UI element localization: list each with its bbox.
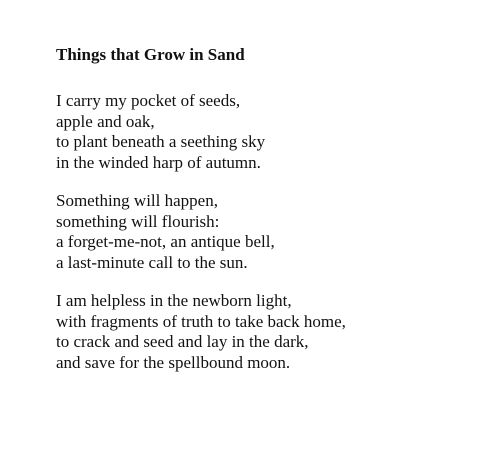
- stanza-1: [56, 91, 466, 173]
- poem-line: in the winded harp of autumn.: [56, 152, 261, 172]
- poem-line: a forget-me-not, an antique bell,: [56, 232, 275, 251]
- poem: [56, 45, 466, 391]
- poem-title: Things that Grow in Sand: [56, 45, 245, 64]
- poem-line: a last-minute call to the sun.: [56, 252, 248, 272]
- poem-line: to plant beneath a seething sky: [56, 132, 266, 151]
- stanza-2: [56, 191, 466, 273]
- poem-line: I am helpless in the newborn light,: [56, 291, 292, 310]
- stanza-3: [56, 291, 466, 373]
- poem-line: Something will happen,: [56, 191, 218, 210]
- poem-line: and save for the spellbound moon.: [56, 352, 291, 372]
- poem-line: something will flourish:: [56, 211, 220, 231]
- poem-line: to crack and seed and lay in the dark,: [56, 332, 309, 351]
- poem-line: with fragments of truth to take back home,: [56, 311, 346, 331]
- poem-line: apple and oak,: [56, 111, 155, 131]
- poem-line: I carry my pocket of seeds,: [56, 91, 241, 110]
